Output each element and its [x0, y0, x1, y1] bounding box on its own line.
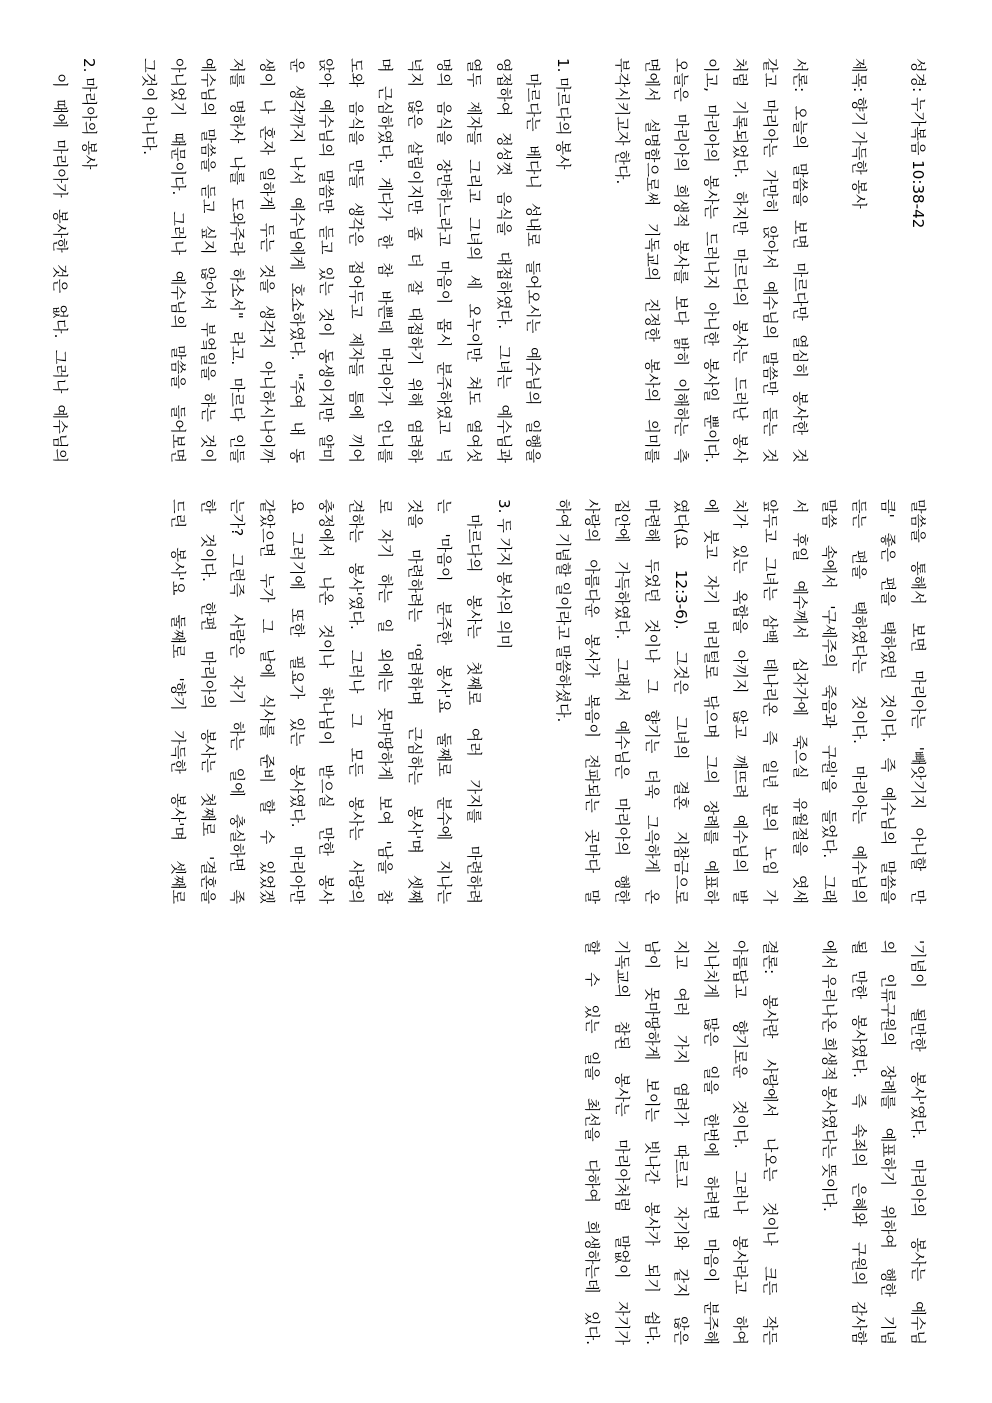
text-line: 면에서 설명함으로써 기독교의 진정한 봉사의 의미를 — [642, 58, 661, 463]
text-line — [873, 58, 903, 463]
text-line: 견하는 봉사'였다. 그러나 그 모든 봉사는 사랑의 — [346, 499, 365, 904]
text-line: 아름답고 향기로운 것이다. 그러나 봉사라고 하여 — [731, 940, 750, 1345]
text-line: 마르다의 봉사는 첫째로 여러 가지를 마련하려 — [465, 514, 484, 904]
text-line: 앞두고 그녀는 삼백 데나리온 즉 일년 분의 노임 가 — [761, 499, 780, 904]
text-line — [103, 58, 133, 463]
text-line — [518, 499, 548, 904]
text-line: 말씀 속에서 '구세주의 죽음과 구원'을 들었다. 그래 — [820, 499, 839, 904]
text-line: 하여 기념할 일이라고 말씀하셨다. — [553, 499, 572, 723]
text-line: 오늘은 마리아의 희생적 봉사를 보다 밝히 이해하는 측 — [672, 58, 691, 463]
text-line: 제목: 향기 가득한 봉사 — [849, 58, 868, 209]
text-line: 운 생각까지 나서 예수님에게 호소하였다. "주여 내 동 — [287, 58, 306, 463]
text-line: 지고 여러 가지 염려가 따르고 자기와 같지 않은 — [672, 940, 691, 1345]
text-line: 에 붓고 자기 머리털로 닦으며 그의 장례를 예표하 — [701, 499, 720, 904]
text-line — [814, 58, 844, 463]
text-line: 성경: 누가복음 10:38-42 — [909, 58, 927, 229]
text-column-2 — [60, 499, 932, 904]
text-line: 3. 두 가지 봉사의 의미 — [494, 499, 513, 650]
text-line: 앉아 예수님의 말씀만 듣고 있는 것이 동생이지만 얄미 — [317, 58, 336, 463]
text-line: 같았으면 누가 그 날에 식사를 준비 할 수 있었겠 — [257, 499, 276, 904]
text-line: 큼' 좋은 편을 택하였던 것이다. 즉 예수님의 말씀을 — [879, 499, 898, 904]
text-line: 영접하여 정성껏 음식을 대접하였다. 그녀는 예수님과 — [494, 58, 513, 463]
text-line: 부각시키고자 한다. — [613, 58, 632, 185]
text-line: 명의 음식을 장만하느라고 마음이 몹시 분주하였고 넉 — [435, 58, 454, 463]
text-line: 듣는 편을 택하였다는 것이다. 마리아는 예수님의 — [849, 499, 868, 904]
text-line: 집안에 가득하였다. 그래서 예수님은 마리아의 행한 — [613, 499, 632, 904]
text-line: 2. 마리아의 봉사 — [80, 58, 99, 170]
text-line: 며 근심하였다. 게다가 한 참 바쁜데 마리아가 언니를 — [376, 58, 395, 463]
text-line: 요 그러기에 또한 필요가 있는 봉사였다. 마리아만 — [287, 499, 306, 904]
text-line: 는가? 그런즉 사람은 자기 하는 일에 충실하면 족 — [228, 499, 247, 904]
text-column-1 — [50, 58, 932, 463]
text-line: 치가 있는 옥합을 아끼지 않고 깨뜨려 예수님의 발 — [731, 499, 750, 904]
text-line: 처럼 기록되었다. 하지만 마르다의 봉사는 드러난 봉사 — [731, 58, 750, 463]
text-line: 같고 마리아는 가만히 앉아서 예수님의 말씀만 듣는 것 — [761, 58, 780, 463]
text-line: 말씀을 통해서 보면 마리아는 '빼앗기지 아니할 만 — [909, 499, 927, 904]
text-line: 사랑의 아름다운 봉사가 복음이 전파되는 곳마다 말 — [583, 499, 602, 904]
text-line: 것을 마련하려는 '염려하며 근심하는 봉사'며 셋째 — [405, 499, 424, 904]
text-line: 에서 우러나온 희생적 봉사였다는 뜻이다. — [820, 940, 839, 1212]
text-line: 1. 마르다의 봉사 — [553, 58, 572, 170]
text-line: 서 후일 예수께서 십자가에 죽으실 유월절을 엿새 — [790, 499, 809, 904]
text-column-3 — [60, 940, 932, 1345]
text-line: 지나치게 많은 일을 한번에 하려면 마음이 분주해 — [701, 940, 720, 1345]
text-line: 결론: 봉사란 사랑에서 나오는 것이나 크든 작든 — [761, 940, 780, 1345]
text-line: 예수님의 말씀을 듣고 싶지 않아서 부엌일을 하는 것이 — [198, 58, 217, 463]
text-line: 생이 나 혼자 일하게 두는 것을 생각지 아니하시나이까 — [257, 58, 276, 463]
text-line: 아니었기 때문이다. 그러나 예수님의 말씀을 들어보면 — [169, 58, 188, 463]
text-line: 그것이 아니다. — [139, 58, 158, 156]
text-line: 충정에서 나온 것이나 하나님이 받으실 만한 봉사 — [317, 499, 336, 904]
text-line — [784, 940, 814, 1345]
text-line: 할 수 있는 일을 최선을 다하여 희생하는데 있다. — [583, 940, 602, 1345]
text-line: 마르다는 베다니 성내로 들어오시는 예수님의 일행을 — [524, 73, 543, 463]
text-line: 한 것이다. 한편 마리아의 봉사는 첫째로 '결혼을 — [198, 499, 217, 904]
text-line — [577, 58, 607, 463]
text-line: 의 인류구원의 장례를 예표하기 위하여 행한 기념 — [879, 940, 898, 1345]
text-line: 넉지 않은 살림이지만 좀 더 잘 대접하기 위해 염려하 — [405, 58, 424, 463]
text-line: 남이 못마땅하게 보이는 빗나간 봉사가 되기 쉽다. — [642, 940, 661, 1345]
text-line: 로 자기 하는 일 외에는 못마땅하게 보여 '남을 참 — [376, 499, 395, 904]
text-line: 서론: 오늘의 말씀을 보면 마르다만 열심히 봉사한 것 — [790, 58, 809, 463]
text-line: 도와 음식을 만들 생각은 접어두고 제자들 틈에 끼어 — [346, 58, 365, 463]
text-line: 드린 봉사'요 둘째로 '향기 가득한 봉사'며 셋째로 — [169, 499, 188, 904]
text-line: 저를 명하사 나를 도와주라 하소서" 라고. 마르다 인들 — [228, 58, 247, 463]
text-line: 였다(요 12:3-6). 그것은 그녀의 결혼 지참금으로 — [672, 499, 691, 904]
text-line: 될 만한 봉사였다. 즉 속죄의 은혜와 구원의 감사함 — [849, 940, 868, 1345]
text-line: 이고, 마리아의 봉사는 드러나지 아니한 봉사일 뿐이다. — [701, 58, 720, 463]
text-line: '기념이 될만한 봉사'였다. 마리아의 봉사는 예수님 — [909, 940, 927, 1345]
text-line: 이 때에 마리아가 봉사한 것은 없다. 그러나 예수님의 — [50, 73, 69, 463]
text-line: 는 '마음이 분주한 봉사'요 둘째로 분수에 지나는 — [435, 499, 454, 904]
text-line: 기독교의 참된 봉사는 마리아처럼 말없이 자기가 — [613, 940, 632, 1345]
text-line: 열두 제자들 그리고 그녀의 세 오누이만 쳐도 열여섯 — [465, 58, 484, 463]
text-line: 마련해 두었던 것이나 그 향기는 더욱 그윽하게 온 — [642, 499, 661, 904]
